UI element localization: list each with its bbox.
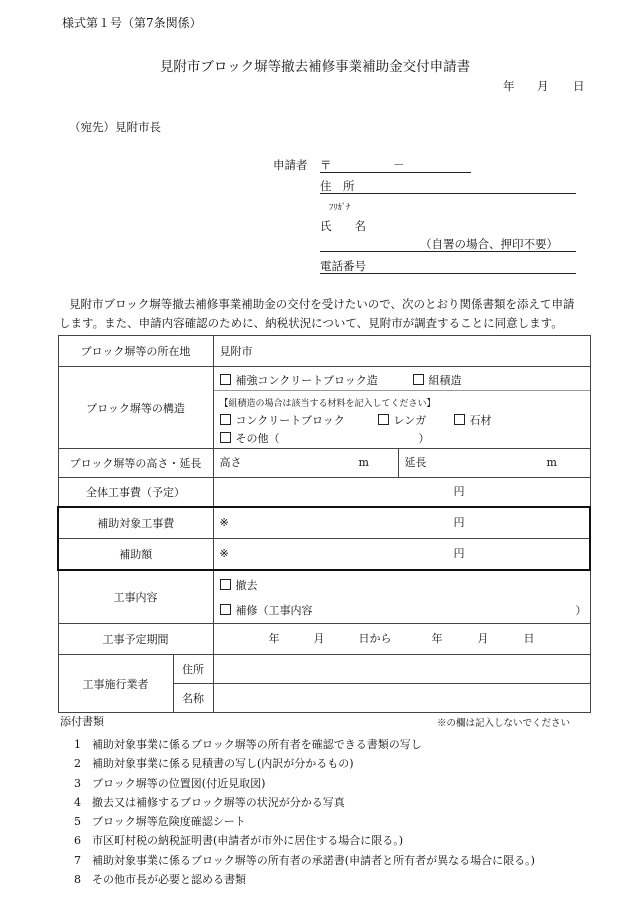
opt-masonry-label: 組積造 (428, 374, 462, 387)
opt-concrete-block[interactable] (220, 412, 345, 428)
opt-repair-close: ） (575, 604, 587, 617)
opt-brick-label: レンガ (393, 414, 427, 427)
length-label: 延長 (404, 456, 427, 469)
location-value[interactable]: 見附市 (213, 336, 590, 367)
structure-options (213, 367, 590, 449)
intro-line-1: 見附市ブロック塀等撤去補修事業補助金の交付を受けたいので、次のとおり関係書類を添えて申請 (69, 297, 575, 311)
eligible-cost-cell (213, 507, 590, 539)
row-contractor-address (58, 655, 590, 684)
opt-other[interactable] (220, 430, 280, 446)
subsidy-label: 補助額 (58, 539, 213, 571)
signature-note: （自署の場合、押印不要） (420, 237, 558, 251)
checkbox-icon (220, 414, 231, 425)
opt-stone[interactable] (454, 412, 492, 428)
work-label: 工事内容 (58, 570, 213, 624)
addressee: （宛先）見附市長 (69, 120, 161, 134)
list-item: 1 補助対象事業に係るブロック塀等の所有者を確認できる書類の写し (74, 738, 422, 751)
masonry-note: 【組積造の場合は該当する材料を記入してください】 (219, 399, 436, 409)
opt-other-label: その他（ (235, 432, 280, 445)
postal-dash: － (393, 158, 405, 172)
row-structure (58, 367, 590, 449)
structure-divider (214, 390, 590, 391)
schedule-year-start: 年 (268, 632, 280, 645)
attachments-note: ※の欄は記入しないでください (437, 718, 571, 729)
structure-label: ブロック塀等の構造 (58, 367, 213, 449)
list-item: 3 ブロック塀等の位置図(付近見取図) (74, 776, 266, 790)
list-item: 8 その他市長が必要と認める書類 (74, 873, 246, 887)
checkbox-icon (220, 432, 231, 443)
length-cell[interactable] (398, 449, 590, 478)
eligible-cost-unit: 円 (453, 516, 465, 529)
subsidy-cell (213, 539, 590, 571)
date-month[interactable]: 月 (537, 79, 549, 93)
row-eligible-cost (58, 507, 590, 539)
name-field[interactable] (320, 236, 576, 252)
list-item: 5 ブロック塀等危険度確認シート (74, 815, 246, 829)
row-schedule (58, 624, 590, 655)
opt-other-close: ） (418, 432, 430, 445)
date-day[interactable]: 日 (573, 79, 585, 93)
opt-repair[interactable] (220, 602, 313, 618)
address-field[interactable] (320, 178, 576, 194)
total-cost-unit: 円 (453, 485, 465, 498)
opt-reinforced[interactable] (220, 372, 378, 388)
contractor-name-value[interactable] (213, 684, 590, 713)
height-unit: m (358, 456, 369, 469)
dimensions-label: ブロック塀等の高さ・延長 (58, 449, 213, 478)
postal-mark: 〒 (320, 158, 332, 172)
opt-concrete-block-label: コンクリートブロック (235, 414, 345, 427)
attachments-list (74, 735, 535, 889)
schedule-label: 工事予定期間 (58, 624, 213, 655)
furigana-label: ﾌﾘｶﾞﾅ (329, 203, 351, 213)
subsidy-unit: 円 (453, 547, 465, 560)
total-cost-cell[interactable] (213, 478, 590, 508)
opt-stone-label: 石材 (469, 414, 492, 427)
page-title: 見附市ブロック塀等撤去補修事業補助金交付申請書 (159, 59, 471, 75)
location-label: ブロック塀等の所在地 (58, 336, 213, 367)
contractor-address-value[interactable] (213, 655, 590, 684)
postal-code-field[interactable] (320, 157, 471, 173)
opt-masonry[interactable] (413, 372, 462, 388)
address-label: 住 所 (320, 179, 355, 193)
subsidy-mark: ※ (219, 547, 229, 560)
application-table (57, 335, 591, 713)
attachments-heading: 添付書類 (60, 715, 104, 728)
height-label: 高さ (219, 456, 242, 469)
contractor-label: 工事施行業者 (58, 655, 173, 713)
intro-line-2: します。また、申請内容確認のために、納税状況について、見附市が調査することに同意します。 (59, 316, 563, 330)
list-item: 4 撤去又は補修するブロック塀等の状況が分かる写真 (74, 795, 345, 809)
schedule-day-start: 日から (358, 632, 392, 645)
applicant-label: 申請者 (273, 158, 308, 172)
schedule-day-end: 日 (523, 632, 535, 645)
length-unit: m (546, 456, 557, 469)
row-dimensions (58, 449, 590, 478)
contractor-address-label: 住所 (173, 655, 213, 684)
form-number: 様式第１号（第7条関係） (62, 16, 202, 30)
eligible-cost-label: 補助対象工事費 (58, 507, 213, 539)
eligible-cost-mark: ※ (219, 516, 229, 529)
name-label: 氏 名 (320, 219, 366, 233)
schedule-month-start: 月 (313, 632, 325, 645)
row-location (58, 336, 590, 367)
work-options (213, 570, 590, 624)
date-year[interactable]: 年 (503, 79, 515, 93)
phone-label: 電話番号 (320, 259, 366, 273)
checkbox-icon (413, 374, 424, 385)
height-cell[interactable] (213, 449, 398, 478)
schedule-month-end: 月 (477, 632, 489, 645)
total-cost-label: 全体工事費（予定） (58, 478, 213, 508)
phone-field[interactable] (320, 258, 576, 274)
schedule-cell[interactable] (213, 624, 590, 655)
row-subsidy (58, 539, 590, 571)
opt-reinforced-label: 補強コンクリートブロック造 (235, 374, 378, 387)
list-item: 6 市区町村税の納税証明書(申請者が市外に居住する場合に限る。) (74, 834, 404, 848)
row-total-cost (58, 478, 590, 508)
row-work (58, 570, 590, 624)
list-item: 2 補助対象事業に係る見積書の写し(内訳が分かるもの) (74, 757, 354, 771)
schedule-year-end: 年 (431, 632, 443, 645)
checkbox-icon (220, 604, 231, 615)
list-item: 7 補助対象事業に係るブロック塀等の所有者の承諾書(申請者と所有者が異なる場合に限る。) (74, 853, 535, 867)
contractor-name-label: 名称 (173, 684, 213, 713)
opt-brick[interactable] (378, 412, 427, 428)
opt-repair-label: 補修（工事内容 (235, 604, 313, 617)
checkbox-icon (454, 414, 465, 425)
opt-removal[interactable] (220, 577, 258, 593)
opt-removal-label: 撤去 (235, 579, 258, 592)
checkbox-icon (378, 414, 389, 425)
checkbox-icon (220, 579, 231, 590)
checkbox-icon (220, 374, 231, 385)
